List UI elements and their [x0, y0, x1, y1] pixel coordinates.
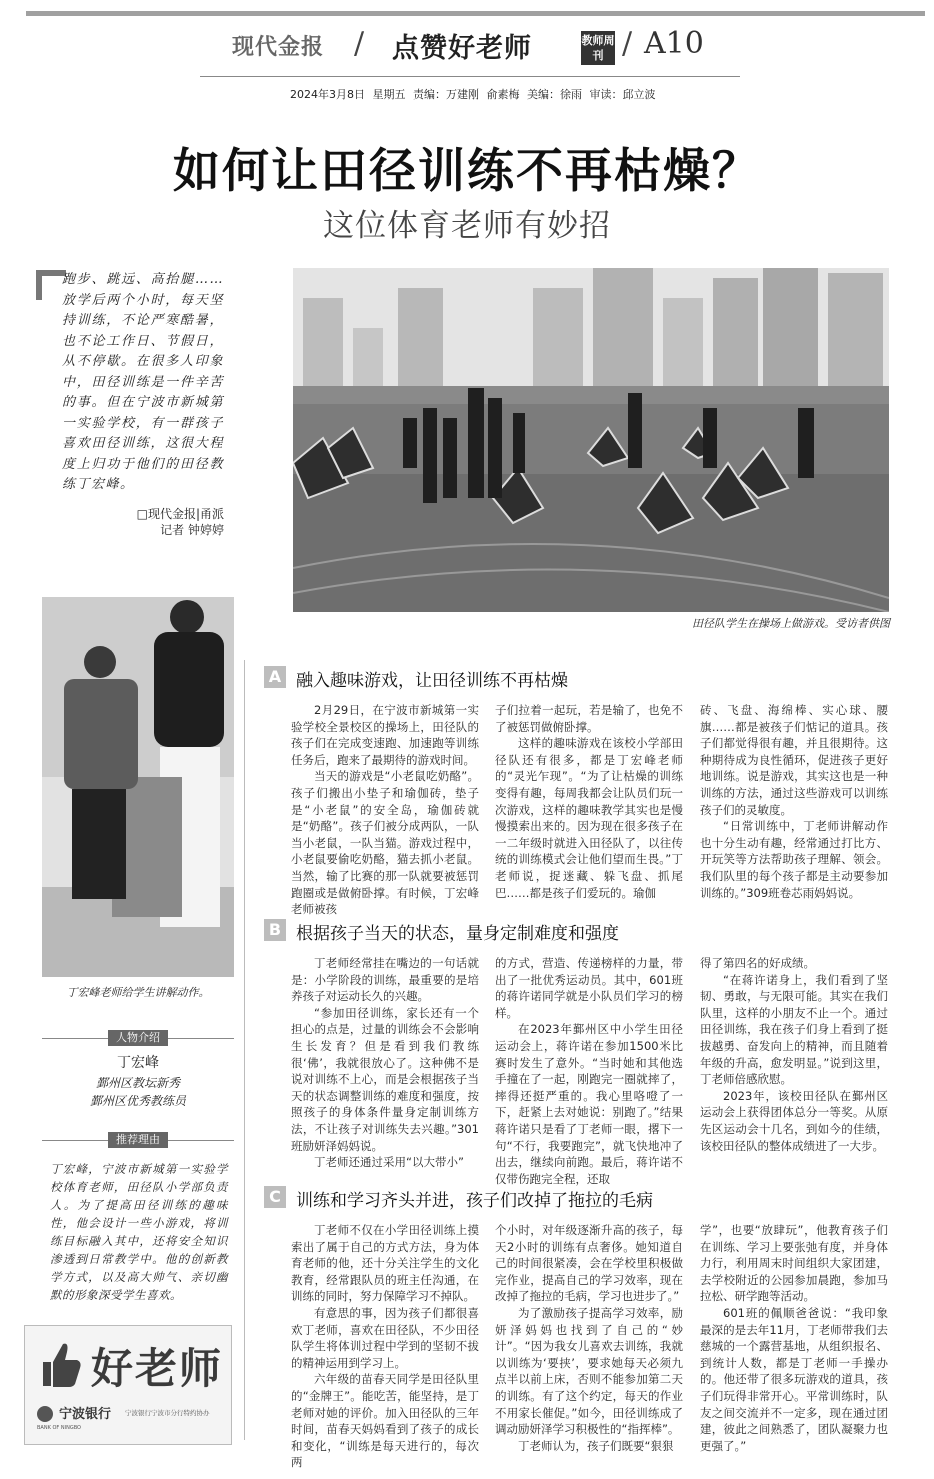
- byline-source: □现代金报|甬派: [136, 507, 224, 521]
- profile-title-2: 鄞州区优秀教练员: [89, 1094, 186, 1108]
- section-a-col-2: [495, 702, 683, 901]
- profile-title-1: 鄞州区教坛新秀: [95, 1076, 180, 1090]
- field-scene-image: [293, 268, 889, 612]
- subheadline: 这位体育老师有妙招: [323, 208, 611, 244]
- sponsor-note: 宁波银行宁波市分行特约协办: [125, 1409, 210, 1417]
- section-b-col-2-p1: 的方式，营造、传递榜样的力量，带出了一批优秀运动员。其中，601班的蒋许诺同学就是小队员们学习的榜样。: [495, 956, 683, 1020]
- section-c-col-2-p1: 个小时，对年级逐渐升高的孩子，每天2小时的训练有点奢侈。她知道自己的时间很紧凑，会在学校里积极做完作业，提高自己的学习效率，现在改掉了拖拉的毛病，学习也进步了。”: [495, 1223, 683, 1304]
- reason-text: 丁宏峰，宁波市新城第一实验学校体育老师，田径队小学部负责人。为了提高田径训练的趣味性，他会设计一些小游戏，将训练目标融入其中，还将安全知识渗透到日常教学中。他的创新教学方式，以及高大帅气、亲切幽默的形象深受学生喜欢。: [50, 1162, 228, 1302]
- section-c-col-3-p1: 学”，也要“放肆玩”，他教育孩子们在训练、学习上要张弛有度，并身体力行，利用周末时间组织大家团建，去学校附近的公园参加晨跑，参加马拉松、研学跑等活动。: [700, 1223, 888, 1304]
- section-c-col-1-p3: 六年级的苗春天同学是田径队里的“金牌王”。能吃苦，能坚持，是丁老师对她的评价。加入田径队的三年时间，苗春天妈妈看到了孩子的成长和变化，“训练是每天进行的，每次两: [291, 1372, 479, 1470]
- section-b-col-1: [291, 955, 479, 1171]
- section-b-letter: B: [264, 919, 286, 941]
- section-a-col-3-p1: 砖、飞盘、海绵棒、实心球、腰旗……都是被孩子们惦记的道具。孩子们都觉得很有趣，并且很期待。这种期待成为良性循环，促进孩子更好地训练。说是游戏，其实这也是一种训练的方法，通过这些游戏可以训练孩子们的灵敏度。: [700, 703, 888, 817]
- main-photo-caption: 田径队学生在操场上做游戏。受访者供图: [692, 617, 890, 630]
- section-c-col-2-p3: 丁老师认为，孩子们既要“狠狠: [518, 1438, 674, 1453]
- section-b-col-3-p1: 得了第四名的好成绩。: [700, 956, 815, 970]
- masthead-rule: [200, 76, 740, 77]
- section-c-col-3: [700, 1222, 888, 1454]
- column-separator: [244, 660, 245, 1440]
- dateline: 2024年3月8日 星期五 责编：万建刚 俞素梅 美编：徐雨 审读：邱立波: [290, 88, 656, 101]
- bank-name: 宁波银行: [59, 1407, 112, 1422]
- section-a-col-3-p2: “日常训练中，丁老师讲解动作也十分生动有趣，经常通过打比方、开玩笑等方法帮助孩子理解、领会。我们队里的每个孩子都是主动要参加训练的。”309班卷芯雨妈妈说。: [700, 819, 888, 900]
- paper-name: 现代金报: [232, 34, 325, 60]
- main-photo: [293, 268, 889, 612]
- section-c-col-3-p2: 601班的佩顺爸爸说：“我印象最深的是去年11月，丁老师带我们去慈城的一个露营基地，从组织报名、到统计人数，都是丁老师一手操办的。他还带了很多玩游戏的道具，孩子们玩得非常开心。平常训练时，队友之间交流并不一定多，现在通过团建，彼此之间熟悉了，团队凝聚力也更强了。”: [700, 1305, 888, 1453]
- section-b-col-1-p1: 丁老师经常挂在嘴边的一句话就是：小学阶段的训练，最重要的是培养孩子对运动长久的兴趣。: [291, 956, 479, 1004]
- byline-reporter: 记者 钟婷婷: [160, 523, 224, 537]
- section-c-letter: C: [264, 1186, 286, 1208]
- side-photo-caption: 丁宏峰老师给学生讲解动作。: [66, 986, 210, 999]
- section-b-col-1-p3: 丁老师还通过采用“以大带小”: [314, 1155, 464, 1170]
- side-photo: [42, 597, 234, 977]
- thumbs-up-icon: [37, 1340, 83, 1390]
- lead-paragraph: 跑步、跳远、高抬腿……放学后两个小时，每天坚持训练，不论严寒酷暑，也不论工作日、节假日，从不停歇。在很多人印象中，田径训练是一件辛苦的事。但在宁波市新城第一实验学校，有一群孩子喜欢田径训练，这很大程度上归功于他们的田径教练丁宏峰。: [62, 272, 224, 492]
- section-a-col-2-p2: 这样的趣味游戏在该校小学部田径队还有很多，都是丁宏峰老师的“灵光乍现”。“为了让枯燥的训练变得有趣，每周我都会让队员们玩一次游戏，这样的趣味教学其实也是慢慢摸索出来的。因为现在很多孩子在一二年级时就进入田径队了，以往传统的训练模式会让他们望而生畏。”丁老师说，捉迷藏、躲飞盘、抓尾巴……都是孩子们爱玩的。瑜伽: [495, 736, 683, 900]
- section-a-col-1-p1: 2月29日，在宁波市新城第一实验学校全景校区的操场上，田径队的孩子们在完成变速跑、加速跑等训练任务后，跑来了最期待的游戏时间。: [291, 703, 479, 767]
- section-a-col-3: [700, 702, 888, 901]
- section-c-col-1-p2: 有意思的事，因为孩子们都很喜欢丁老师，喜欢在田径队，不少田径队学生将体训过程中学到的坚韧不拔的精神运用到学习上。: [291, 1305, 479, 1370]
- profile-name: 丁宏峰: [117, 1055, 159, 1071]
- masthead-divider-2: /: [622, 26, 633, 61]
- bank-emblem-icon: [37, 1406, 53, 1422]
- masthead-divider: /: [354, 26, 365, 61]
- section-name: 点赞好老师: [392, 33, 532, 64]
- headline: 如何让田径训练不再枯燥？: [173, 144, 761, 199]
- page-number: A10: [644, 26, 704, 61]
- reason-label: 推荐理由: [108, 1132, 168, 1148]
- section-a-title: 融入趣味游戏，让田径训练不再枯燥: [296, 671, 568, 691]
- section-b-col-1-p2: “参加田径训练，家长还有一个担心的点是，过量的训练会不会影响生长发育？但是看到我们教练很‘佛’，我就很放心了。这种佛不是说对训练不上心，而是会根据孩子当天的状态调整训练的难度和强度，按照孩子的身体条件量身定制训练方法，不让孩子对训练失去兴趣。”301班励妍泽妈妈说。: [291, 1005, 479, 1153]
- top-rule: [26, 11, 925, 16]
- section-a-col-2-p1: 子们拉着一起玩，若是输了，也免不了被惩罚做俯卧撑。: [495, 703, 683, 734]
- section-c-title: 训练和学习齐头并进，孩子们改掉了拖拉的毛病: [296, 1191, 653, 1211]
- section-b-col-3-p3: 2023年，该校田径队在鄞州区运动会上获得团体总分一等奖。从原先区运动会十几名，到如今的佳绩，该校田径队的整体成绩进了一大步。: [700, 1088, 888, 1153]
- logo-title: 好老师: [91, 1344, 224, 1393]
- section-c-col-2: [495, 1222, 683, 1454]
- section-b-title: 根据孩子当天的状态，量身定制难度和强度: [296, 924, 619, 944]
- profile-label-bar: [42, 1030, 234, 1046]
- section-a-col-1-p2: 当天的游戏是“小老鼠吃奶酪”。孩子们搬出小垫子和瑜伽砖，垫子是“小老鼠”的安全岛，瑜伽砖就是“奶酪”。孩子们被分成两队，一队当小老鼠，一队当猫。游戏过程中，小老鼠要偷吃奶酪，猫去抓小老鼠。当然，输了比赛的那一队就要被惩罚跑圈或是做俯卧撑。有时候，丁宏峰老师被孩: [291, 769, 479, 917]
- weekly-badge: 教师周刊: [581, 31, 615, 65]
- profile-label: 人物介绍: [108, 1030, 168, 1046]
- section-b-col-2: [495, 955, 683, 1187]
- section-b-col-3-p2: “在蒋许诺身上，我们看到了坚韧、勇敢，与无限可能。其实在我们队里，这样的小朋友不止一个。通过田径训练，我在孩子们身上看到了挺拔越勇、奋发向上的精神，而且随着年级的升高，愈发明显。”说到这里，丁老师倍感欣慰。: [700, 972, 888, 1087]
- section-a-col-1: [291, 702, 479, 918]
- section-c-col-1-p1: 丁老师不仅在小学田径训练上摸索出了属于自己的方式方法，身为体育老师的他，还十分关注学生的文化教育，经常跟队员的班主任沟通，在训练的同时，努力保障学习不掉队。: [291, 1223, 479, 1304]
- reason-label-bar: [42, 1132, 234, 1148]
- coach-student-image: [42, 597, 234, 977]
- section-b-col-2-p2: 在2023年鄞州区中小学生田径运动会上，蒋许诺在参加1500米比赛时发生了意外。“当时她和其他选手撞在了一起，刚跑完一圈就摔了，摔得还挺严重的。我心里咯噔了一下，赶紧上去对她说：别跑了。”结果蒋许诺只是看了丁老师一眼，撂下一句“不行，我要跑完”，就飞快地冲了出去，继续向前跑。最后，蒋许诺不仅带伤跑完全程，还取: [495, 1022, 683, 1186]
- section-a-letter: A: [264, 666, 286, 688]
- bank-name-en: BANK OF NINGBO: [37, 1425, 81, 1431]
- section-b-col-3: [700, 955, 888, 1154]
- sponsor-logo: [24, 1325, 232, 1445]
- section-c-col-1: [291, 1222, 479, 1471]
- section-c-col-2-p2: 为了激励孩子提高学习效率，励妍泽妈妈也找到了自己的“妙计”。“因为我女儿喜欢去训练，我就以训练为‘要挟’，要求她每天必须九点半以前上床，否则不能参加第二天的训练。有了这个约定，每天的作业不用家长催促。”如今，田径训练成了调动励妍泽学习积极性的“指挥棒”。: [495, 1305, 683, 1437]
